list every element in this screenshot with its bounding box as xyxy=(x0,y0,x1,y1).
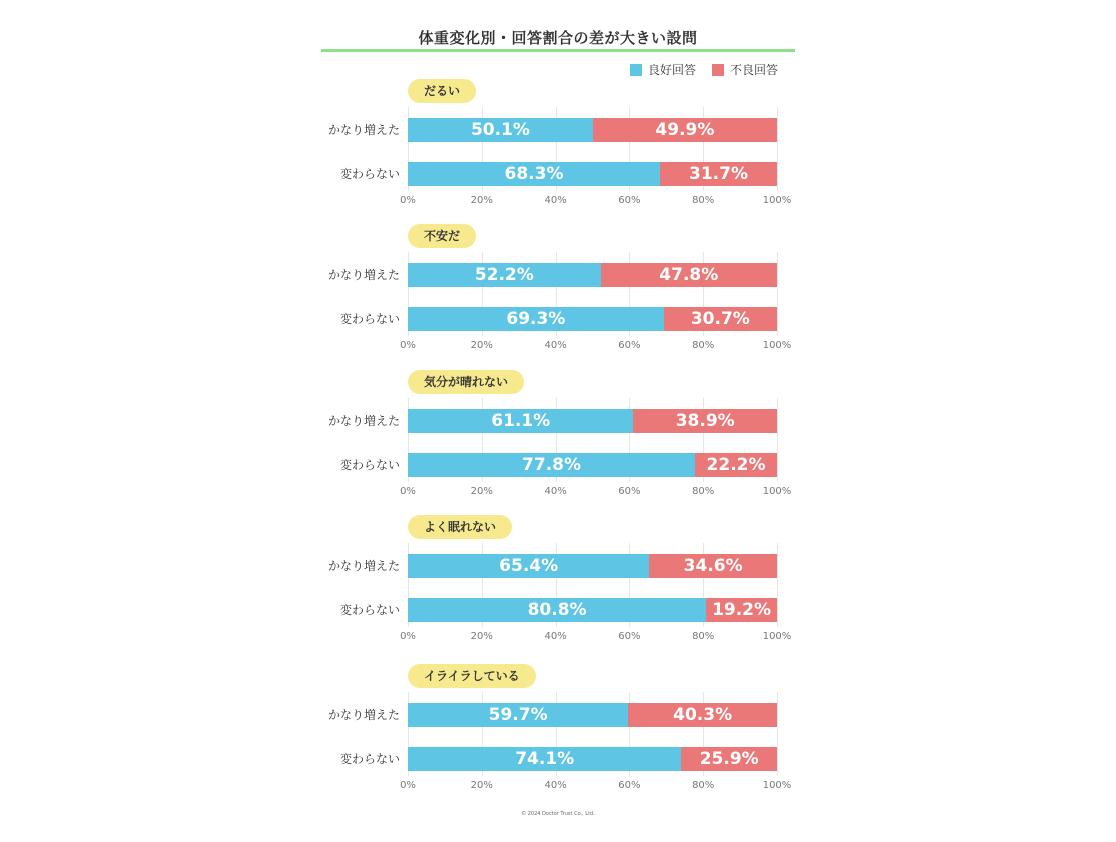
stacked-bar xyxy=(408,747,777,771)
bar-segment-good: 59.7% xyxy=(408,703,628,727)
x-tick-label: 40% xyxy=(544,780,567,791)
x-tick-label: 80% xyxy=(692,486,715,497)
x-tick-label: 80% xyxy=(692,631,715,642)
bar-segment-good: 65.4% xyxy=(408,554,649,578)
x-tick-label: 60% xyxy=(618,195,641,206)
x-tick-label: 0% xyxy=(400,486,416,497)
stacked-bar xyxy=(408,409,777,433)
question-label: 不安だ xyxy=(408,224,476,248)
row-label: かなり増えた xyxy=(327,559,400,573)
x-tick-label: 20% xyxy=(470,340,493,351)
legend-label-bad: 不良回答 xyxy=(729,63,778,77)
stacked-bar xyxy=(408,598,777,622)
legend-swatch-good xyxy=(630,64,642,76)
stacked-bar xyxy=(408,554,777,578)
question-label: だるい xyxy=(408,79,476,103)
x-tick-label: 40% xyxy=(544,486,567,497)
question-label: よく眠れない xyxy=(408,515,512,539)
row-label: かなり増えた xyxy=(327,268,400,282)
x-tick-label: 100% xyxy=(762,631,792,642)
bar-segment-bad: 38.9% xyxy=(633,409,777,433)
question-panel xyxy=(0,224,1116,364)
stacked-bar xyxy=(408,118,777,142)
row-label: 変わらない xyxy=(339,312,400,326)
x-tick-label: 20% xyxy=(470,780,493,791)
gridline xyxy=(777,252,778,336)
bar-segment-bad: 22.2% xyxy=(695,453,777,477)
bar-segment-bad: 25.9% xyxy=(681,747,777,771)
bar-segment-bad: 40.3% xyxy=(628,703,777,727)
x-tick-label: 80% xyxy=(692,780,715,791)
stacked-bar xyxy=(408,307,777,331)
x-tick-label: 60% xyxy=(618,486,641,497)
question-panel xyxy=(0,664,1116,804)
stacked-bar xyxy=(408,162,777,186)
x-tick-label: 20% xyxy=(470,195,493,206)
x-tick-label: 20% xyxy=(470,486,493,497)
bar-segment-good: 61.1% xyxy=(408,409,633,433)
x-tick-label: 100% xyxy=(762,486,792,497)
copyright-text: © 2024 Doctor Trust Co., Ltd. xyxy=(521,811,595,817)
bar-segment-bad: 30.7% xyxy=(664,307,777,331)
x-tick-label: 80% xyxy=(692,340,715,351)
x-tick-label: 40% xyxy=(544,195,567,206)
legend-swatch-bad xyxy=(712,64,724,76)
x-tick-label: 0% xyxy=(400,195,416,206)
bar-segment-good: 68.3% xyxy=(408,162,660,186)
x-tick-label: 100% xyxy=(762,780,792,791)
question-panel xyxy=(0,370,1116,510)
bar-segment-bad: 34.6% xyxy=(649,554,777,578)
legend-item-bad xyxy=(712,61,778,78)
x-tick-label: 60% xyxy=(618,631,641,642)
question-label: イライラしている xyxy=(408,664,536,688)
bar-segment-bad: 19.2% xyxy=(706,598,777,622)
row-label: 変わらない xyxy=(339,603,400,617)
x-tick-label: 40% xyxy=(544,631,567,642)
row-label: 変わらない xyxy=(339,167,400,181)
bar-segment-good: 50.1% xyxy=(408,118,593,142)
gridline xyxy=(777,543,778,627)
legend-item-good xyxy=(630,61,696,78)
row-label: かなり増えた xyxy=(327,414,400,428)
title-underline xyxy=(321,49,795,52)
gridline xyxy=(777,107,778,191)
chart-title: 体重変化別・回答割合の差が大きい設問 xyxy=(418,29,698,47)
bar-segment-good: 74.1% xyxy=(408,747,681,771)
bar-segment-good: 77.8% xyxy=(408,453,695,477)
x-tick-label: 100% xyxy=(762,340,792,351)
question-panel xyxy=(0,79,1116,219)
x-tick-label: 100% xyxy=(762,195,792,206)
x-tick-label: 80% xyxy=(692,195,715,206)
stacked-bar xyxy=(408,263,777,287)
x-tick-label: 20% xyxy=(470,631,493,642)
x-tick-label: 40% xyxy=(544,340,567,351)
legend-label-good: 良好回答 xyxy=(647,63,696,77)
bar-segment-good: 69.3% xyxy=(408,307,664,331)
bar-segment-good: 52.2% xyxy=(408,263,601,287)
question-label: 気分が晴れない xyxy=(408,370,524,394)
bar-segment-bad: 47.8% xyxy=(601,263,777,287)
row-label: 変わらない xyxy=(339,458,400,472)
x-tick-label: 0% xyxy=(400,340,416,351)
bar-segment-bad: 31.7% xyxy=(660,162,777,186)
x-tick-label: 0% xyxy=(400,780,416,791)
stacked-bar xyxy=(408,453,777,477)
bar-segment-bad: 49.9% xyxy=(593,118,777,142)
bar-segment-good: 80.8% xyxy=(408,598,706,622)
row-label: かなり増えた xyxy=(327,123,400,137)
question-panel xyxy=(0,515,1116,655)
gridline xyxy=(777,398,778,482)
row-label: かなり増えた xyxy=(327,708,400,722)
x-tick-label: 60% xyxy=(618,340,641,351)
gridline xyxy=(777,692,778,776)
legend xyxy=(630,61,778,78)
stacked-bar xyxy=(408,703,777,727)
x-tick-label: 60% xyxy=(618,780,641,791)
x-tick-label: 0% xyxy=(400,631,416,642)
row-label: 変わらない xyxy=(339,752,400,766)
